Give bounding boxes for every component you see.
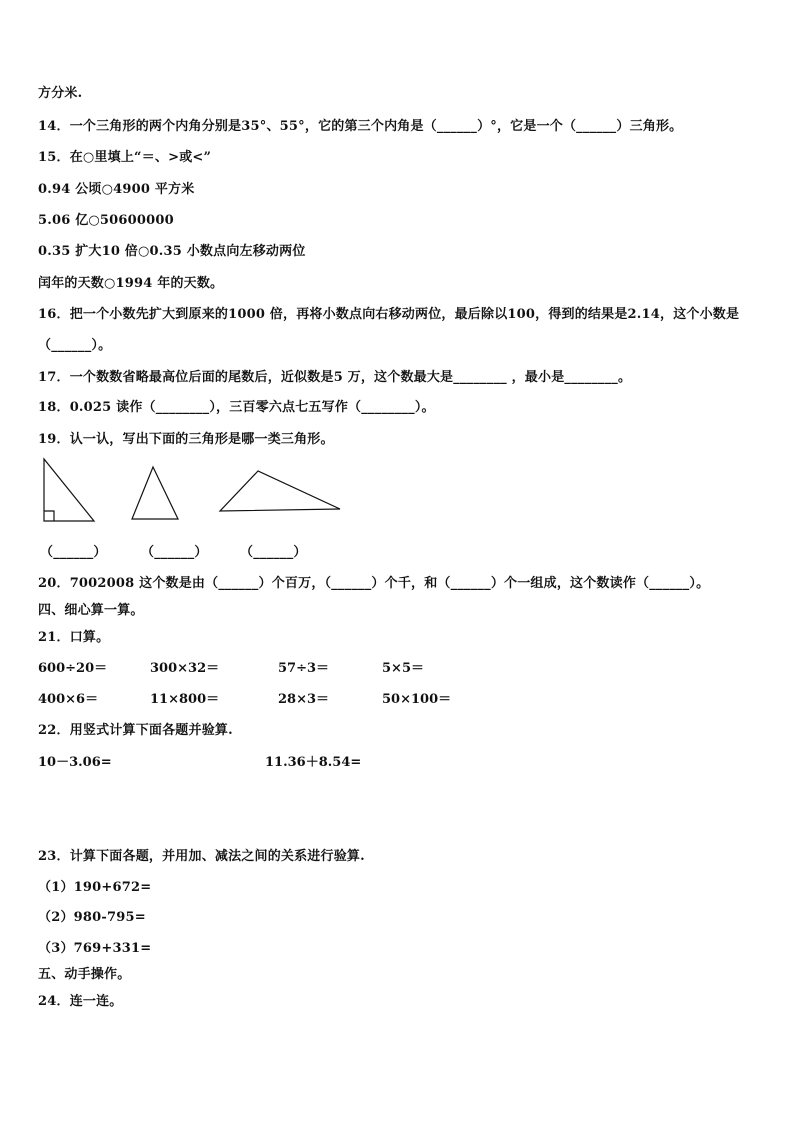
compare-item: 0.94 公顷○4900 平方米 [38, 182, 195, 197]
compare-item: 闰年的天数○1994 年的天数。 [38, 276, 224, 291]
calc-item: 400×6＝ [38, 692, 99, 707]
calc-item: 28×3＝ [278, 692, 330, 707]
triangle-answer-blank: （______） [240, 545, 307, 560]
calc-item: 600÷20＝ [38, 661, 108, 676]
question-17: 17．一个数数省略最高位后面的尾数后，近似数是5 万，这个数最大是________ ，最小是________。 [38, 370, 632, 385]
calc-item: 57÷3＝ [278, 661, 330, 676]
question-19: 19．认一认，写出下面的三角形是哪一类三角形。 [38, 432, 334, 447]
question-24: 24．连一连。 [38, 994, 123, 1009]
section-heading: 四、细心算一算。 [38, 603, 144, 618]
question-23: 23．计算下面各题，并用加、减法之间的关系进行验算. [38, 849, 365, 864]
right-triangle-figure [40, 455, 100, 525]
triangle-answer-blank: （______） [141, 545, 208, 560]
question-16: 16．把一个小数先扩大到原来的1000 倍，再将小数点向右移动两位，最后除以100，得到的结果是2.14，这个小数是 [38, 307, 740, 322]
compare-item: 0.35 扩大10 倍○0.35 小数点向左移动两位 [38, 244, 306, 259]
calc-check-item: （1）190+672= [38, 880, 152, 895]
compare-item: 5.06 亿○50600000 [38, 213, 174, 228]
question-20: 20．7002008 这个数是由（______）个百万，（______）个千，和（______）个一组成，这个数读作（______）。 [38, 576, 710, 591]
vertical-calc-item: 10－3.06= [38, 755, 112, 770]
triangle-answer-blank: （______） [40, 545, 107, 560]
calc-item: 5×5＝ [382, 661, 424, 676]
acute-triangle-figure [128, 463, 183, 523]
question-21: 21．口算。 [38, 630, 110, 645]
obtuse-triangle-figure [218, 468, 348, 518]
question-16-blank: （______）。 [38, 338, 112, 353]
text-line: 方分米. [38, 86, 83, 101]
question-22: 22．用竖式计算下面各题并验算. [38, 723, 233, 738]
calc-check-item: （3）769+331= [38, 941, 152, 956]
question-18: 18．0.025 读作（________），三百零六点七五写作（________）。 [38, 400, 435, 415]
vertical-calc-item: 11.36＋8.54= [265, 755, 362, 770]
question-15: 15．在○里填上“＝、>或<” [38, 150, 212, 165]
calc-check-item: （2）980-795= [38, 910, 146, 925]
section-heading: 五、动手操作。 [38, 967, 131, 982]
question-14: 14．一个三角形的两个内角分别是35°、55°，它的第三个内角是（______）°，它是一个（______）三角形。 [38, 119, 683, 134]
calc-item: 11×800＝ [150, 692, 220, 707]
calc-item: 50×100＝ [382, 692, 452, 707]
calc-item: 300×32＝ [150, 661, 220, 676]
